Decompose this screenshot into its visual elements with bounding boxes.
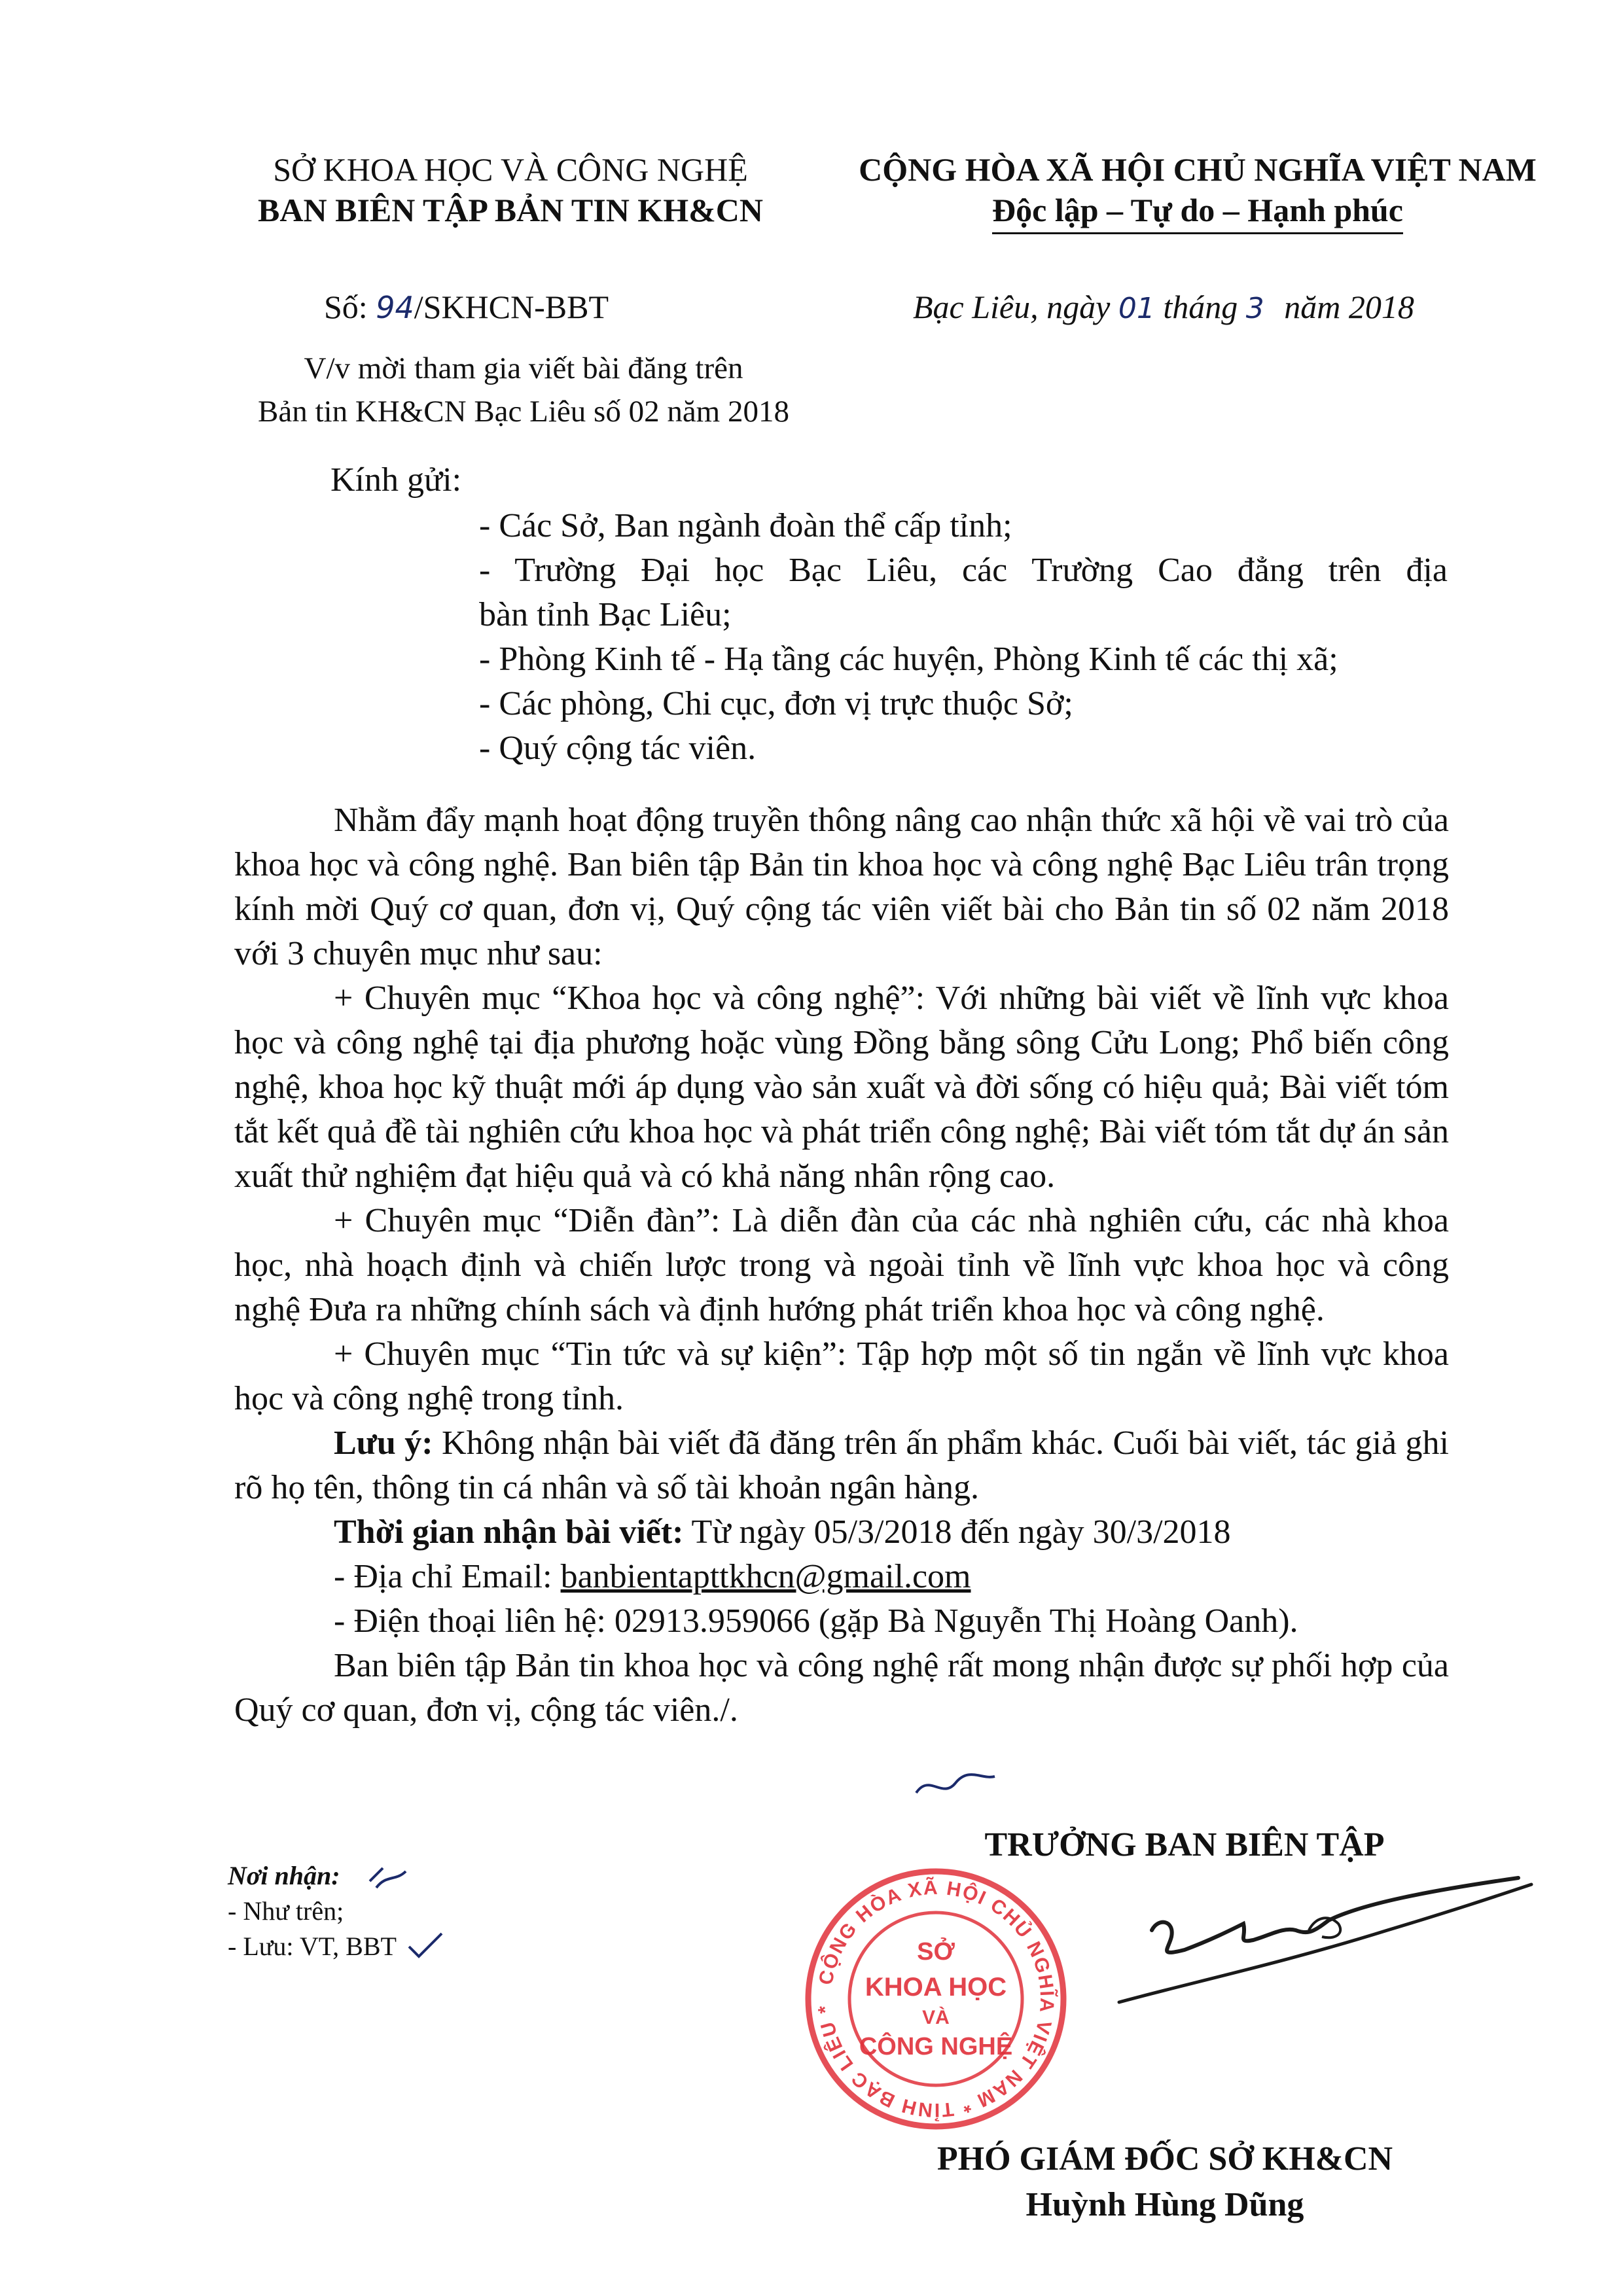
date-day: 01 xyxy=(1118,292,1155,325)
agency-name: SỞ KHOA HỌC VÀ CÔNG NGHỆ xyxy=(273,151,748,188)
recipients-list xyxy=(479,504,1448,771)
email-paragraph xyxy=(234,1555,1449,1599)
note-paragraph xyxy=(234,1421,1449,1510)
recipient-item: - Các phòng, Chi cục, đơn vị trực thuộc Sở; xyxy=(479,685,1073,722)
recipient-item: - Quý cộng tác viên. xyxy=(479,730,757,767)
signer-name: Huỳnh Hùng Dũng xyxy=(1026,2186,1304,2223)
nation-header xyxy=(838,149,1558,230)
place-date xyxy=(913,288,1414,326)
number-prefix: Số: xyxy=(324,289,368,325)
time-label: Thời gian nhận bài viết: xyxy=(334,1513,684,1551)
footer-recipient-2: - Lưu: VT, BBT xyxy=(228,1932,397,1961)
letter-body xyxy=(234,798,1449,1733)
time-text: Từ ngày 05/3/2018 đến ngày 30/3/2018 xyxy=(683,1513,1231,1551)
motto-wrap xyxy=(838,190,1558,230)
stamp-ring-text: CỘNG HÒA XÃ HỘI CHỦ NGHĨA VIỆT NAM * TỈNH BẠC LIÊU * xyxy=(814,1877,1058,2121)
date-month: 3 xyxy=(1245,292,1264,325)
section-news: + Chuyên mục “Tin tức và sự kiện”: Tập hợp một số tin ngắn về lĩnh vực khoa học và công nghệ trong tỉnh. xyxy=(234,1335,1449,1417)
email-link[interactable]: banbientapttkhcn@gmail.com xyxy=(560,1558,971,1595)
recipient-item: - Các Sở, Ban ngành đoàn thể cấp tỉnh; xyxy=(479,507,1012,544)
recipient-item: - Trường Đại học Bạc Liêu, các Trường Cao đẳng trên địa xyxy=(479,552,1448,589)
subject-line-1: V/v mời tham gia viết bài đăng trên xyxy=(304,351,743,385)
section-science-tech: + Chuyên mục “Khoa học và công nghệ”: Với những bài viết về lĩnh vực khoa học và công nghệ tại địa phương hoặc vùng Đồng bằng sông Cửu Long; Phổ biến công nghệ, khoa học kỹ thuật mới áp dụng vào sản xuất và đời sống có hiệu quả; Bài viết tóm tắt kết quả đề tài nghiên cứu khoa học và phát triển công nghệ; Bài viết tóm tắt dự án sản xuất thử nghiệm đạt hiệu quả và có khả năng nhân rộng cao. xyxy=(234,980,1449,1195)
subject xyxy=(196,347,851,433)
recipient-item: - Phòng Kinh tế - Hạ tầng các huyện, Phòng Kinh tế các thị xã; xyxy=(479,641,1338,678)
number-handwritten: 94 xyxy=(376,290,414,325)
stamp-center-3: VÀ xyxy=(922,2007,950,2028)
document-number xyxy=(324,288,609,326)
recipients-label: Kính gửi: xyxy=(330,461,462,499)
initials-scribble xyxy=(910,1767,1001,1806)
stamp-center-1: SỞ xyxy=(917,1938,955,1966)
footer-recipients-label: Nơi nhận: xyxy=(228,1861,340,1890)
closing-paragraph: Ban biên tập Bản tin khoa học và công nghệ rất mong nhận được sự phối hợp của Quý cơ quan, đơn vị, cộng tác viên./. xyxy=(234,1647,1449,1729)
motto: Độc lập – Tự do – Hạnh phúc xyxy=(992,192,1403,234)
signer-position: PHÓ GIÁM ĐỐC SỞ KH&CN xyxy=(936,2140,1393,2178)
number-suffix: /SKHCN-BBT xyxy=(414,289,609,325)
official-stamp xyxy=(798,1862,1073,2136)
date-place: Bạc Liêu, ngày xyxy=(913,289,1111,325)
date-year: năm 2018 xyxy=(1284,289,1414,325)
agency-board: BAN BIÊN TẬP BẢN TIN KH&CN xyxy=(258,192,763,228)
subject-line-2: Bản tin KH&CN Bạc Liêu số 02 năm 2018 xyxy=(258,395,789,429)
signature xyxy=(1113,1858,1538,2055)
note-label: Lưu ý: xyxy=(334,1424,433,1462)
note-text: Không nhận bài viết đã đăng trên ấn phẩm khác. Cuối bài viết, tác giả ghi rõ họ tên, thông tin cá nhân và số tài khoản ngân hàng. xyxy=(234,1424,1450,1506)
signer-title: TRƯỞNG BAN BIÊN TẬP xyxy=(984,1826,1385,1863)
recipient-item: bàn tỉnh Bạc Liêu; xyxy=(479,596,732,633)
stamp-center-4: CÔNG NGHỆ xyxy=(859,2033,1013,2060)
agency-header xyxy=(216,149,805,230)
nation-name: CỘNG HÒA XÃ HỘI CHỦ NGHĨA VIỆT NAM xyxy=(859,151,1537,188)
date-month-label: tháng xyxy=(1163,289,1238,325)
initials-mark-icon xyxy=(366,1862,412,1894)
intro-paragraph: Nhằm đẩy mạnh hoạt động truyền thông nâng cao nhận thức xã hội về vai trò của khoa học và công nghệ. Ban biên tập Bản tin khoa học và công nghệ Bạc Liêu trân trọng kính mời Quý cơ quan, đơn vị, Quý cộng tác viên viết bài cho Bản tin số 02 năm 2018 với 3 chuyên mục như sau: xyxy=(234,802,1449,972)
stamp-center-2: KHOA HỌC xyxy=(865,1973,1007,2002)
phone-paragraph: - Điện thoại liên hệ: 02913.959066 (gặp Bà Nguyễn Thị Hoàng Oanh). xyxy=(334,1602,1298,1640)
time-paragraph xyxy=(234,1510,1449,1555)
check-mark-icon xyxy=(406,1930,445,1963)
footer-recipient-1: - Như trên; xyxy=(228,1896,344,1926)
email-label: - Địa chỉ Email: xyxy=(334,1558,561,1595)
signer-block xyxy=(883,2136,1446,2228)
section-forum: + Chuyên mục “Diễn đàn”: Là diễn đàn của các nhà nghiên cứu, các nhà khoa học, nhà hoạch định và chiến lược trong và ngoài tỉnh về lĩnh vực khoa học và công nghệ Đưa ra những chính sách và định hướng phát triển khoa học và công nghệ. xyxy=(234,1202,1449,1328)
